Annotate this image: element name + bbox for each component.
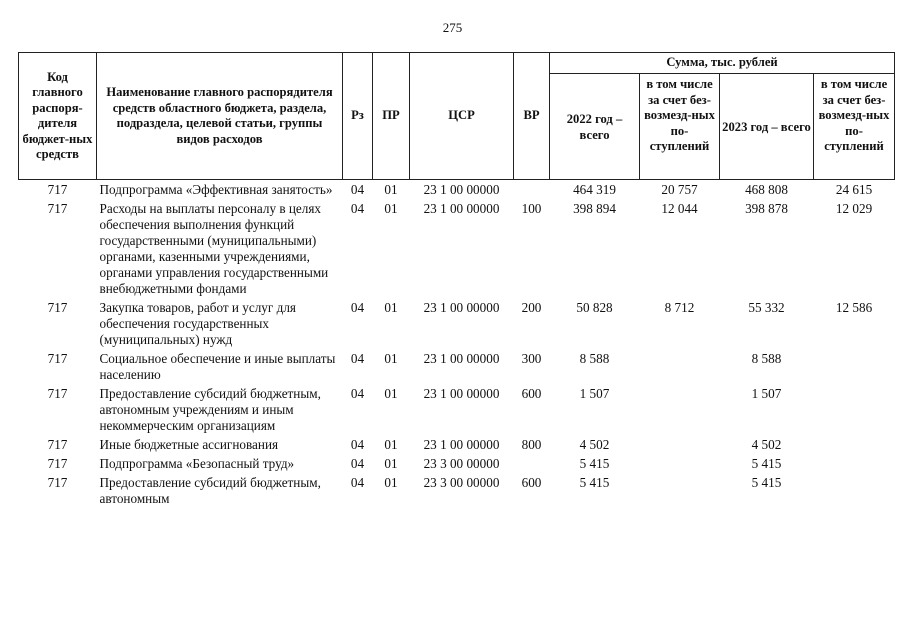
cell-rz: 04 xyxy=(350,456,365,471)
cell-2022-gratuitous xyxy=(640,436,720,455)
cell-vr: 600 xyxy=(521,475,542,490)
cell-rz: 04 xyxy=(350,201,365,216)
cell-csr: 23 1 00 00000 xyxy=(423,351,500,366)
header-sum: Сумма, тыс. рублей xyxy=(550,53,895,74)
cell-2022-total: 5 415 xyxy=(579,456,610,471)
cell-2023-total: 5 415 xyxy=(751,475,782,490)
cell-2023-total: 8 588 xyxy=(751,351,782,366)
header-name: Наименование главного распорядителя средств областного бюджета, раздела, подраздела, целевой статьи, группы видов расходов xyxy=(97,53,343,180)
cell-code: 717 xyxy=(47,182,68,197)
cell-rz: 04 xyxy=(350,300,365,315)
header-code: Код главного распоря-дителя бюджет-ных средств xyxy=(19,53,97,180)
cell-rz: 04 xyxy=(350,351,365,366)
header-pr: ПР xyxy=(373,53,410,180)
header-csr: ЦСР xyxy=(410,53,514,180)
cell-2022-gratuitous xyxy=(640,385,720,436)
table-row xyxy=(19,385,895,436)
cell-vr: 800 xyxy=(521,437,542,452)
table-body xyxy=(19,180,895,510)
cell-name: Социальное обеспечение и иные выплаты населению xyxy=(99,351,336,382)
table-row xyxy=(19,474,895,509)
cell-code: 717 xyxy=(47,201,68,216)
cell-vr xyxy=(514,180,550,201)
cell-2023-gratuitous xyxy=(814,385,895,436)
header-2023-gratuitous: в том числе за счет без-возмезд-ных по-ступлений xyxy=(814,74,895,180)
cell-csr: 23 1 00 00000 xyxy=(423,300,500,315)
cell-2022-gratuitous: 20 757 xyxy=(661,182,698,197)
cell-2022-total: 5 415 xyxy=(579,475,610,490)
cell-code: 717 xyxy=(47,300,68,315)
header-vr: ВР xyxy=(514,53,550,180)
table-row xyxy=(19,455,895,474)
cell-name: Расходы на выплаты персоналу в целях обеспечения выполнения функций государственными (муниципальными) органами, казенными учреждениями, органами управления государственными внебюджетными фондами xyxy=(99,201,329,296)
cell-2022-total: 398 894 xyxy=(573,201,616,216)
cell-code: 717 xyxy=(47,386,68,401)
cell-name: Предоставление субсидий бюджетным, автономным учреждениям и иным некоммерческим организациям xyxy=(99,386,321,433)
cell-pr: 01 xyxy=(384,351,398,366)
cell-pr: 01 xyxy=(384,437,398,452)
cell-2022-gratuitous xyxy=(640,350,720,385)
cell-vr: 600 xyxy=(521,386,542,401)
cell-2022-gratuitous: 8 712 xyxy=(664,300,695,315)
cell-name: Иные бюджетные ассигнования xyxy=(99,437,279,452)
cell-code: 717 xyxy=(47,437,68,452)
cell-vr: 100 xyxy=(521,201,542,216)
cell-2023-gratuitous xyxy=(814,350,895,385)
cell-code: 717 xyxy=(47,456,68,471)
cell-2022-total: 8 588 xyxy=(579,351,610,366)
cell-2023-total: 55 332 xyxy=(748,300,785,315)
table-row xyxy=(19,200,895,299)
table-header xyxy=(19,53,895,180)
cell-2023-gratuitous: 12 029 xyxy=(835,201,873,216)
table-row xyxy=(19,180,895,201)
cell-csr: 23 1 00 00000 xyxy=(423,201,500,216)
cell-pr: 01 xyxy=(384,386,398,401)
cell-vr: 200 xyxy=(521,300,542,315)
cell-pr: 01 xyxy=(384,456,398,471)
cell-pr: 01 xyxy=(384,475,398,490)
header-2022-gratuitous: в том числе за счет без-возмезд-ных по-ступлений xyxy=(640,74,720,180)
cell-2023-gratuitous xyxy=(814,436,895,455)
cell-csr: 23 3 00 00000 xyxy=(423,456,500,471)
cell-2022-total: 4 502 xyxy=(579,437,610,452)
header-2022-total: 2022 год – всего xyxy=(550,74,640,180)
cell-2023-gratuitous: 12 586 xyxy=(835,300,873,315)
cell-2022-total: 464 319 xyxy=(573,182,616,197)
cell-code: 717 xyxy=(47,351,68,366)
cell-2023-total: 398 878 xyxy=(745,201,788,216)
cell-csr: 23 1 00 00000 xyxy=(423,437,500,452)
header-rz: Рз xyxy=(343,53,373,180)
cell-vr: 300 xyxy=(521,351,542,366)
table-row xyxy=(19,436,895,455)
cell-rz: 04 xyxy=(350,182,365,197)
cell-2023-gratuitous xyxy=(814,474,895,509)
cell-2023-total: 1 507 xyxy=(751,386,782,401)
cell-name: Закупка товаров, работ и услуг для обеспечения государственных (муниципальных) нужд xyxy=(99,300,296,347)
cell-2022-gratuitous xyxy=(640,474,720,509)
cell-name: Подпрограмма «Эффективная занятость» xyxy=(99,182,333,197)
cell-2022-total: 1 507 xyxy=(579,386,610,401)
cell-2023-total: 5 415 xyxy=(751,456,782,471)
cell-vr xyxy=(514,455,550,474)
cell-code: 717 xyxy=(47,475,68,490)
cell-pr: 01 xyxy=(384,300,398,315)
budget-table xyxy=(18,52,895,509)
cell-pr: 01 xyxy=(384,182,398,197)
cell-rz: 04 xyxy=(350,386,365,401)
table-row xyxy=(19,299,895,350)
cell-rz: 04 xyxy=(350,475,365,490)
cell-name: Подпрограмма «Безопасный труд» xyxy=(99,456,295,471)
header-2023-total: 2023 год – всего xyxy=(720,74,814,180)
cell-2023-total: 4 502 xyxy=(751,437,782,452)
page-number: 275 xyxy=(442,20,463,35)
cell-2022-total: 50 828 xyxy=(576,300,613,315)
cell-name: Предоставление субсидий бюджетным, автономным xyxy=(99,475,321,506)
cell-2023-total: 468 808 xyxy=(745,182,788,197)
cell-2023-gratuitous: 24 615 xyxy=(835,182,873,197)
table-row xyxy=(19,350,895,385)
cell-2023-gratuitous xyxy=(814,455,895,474)
cell-csr: 23 1 00 00000 xyxy=(423,386,500,401)
cell-csr: 23 3 00 00000 xyxy=(423,475,500,490)
cell-rz: 04 xyxy=(350,437,365,452)
cell-2022-gratuitous xyxy=(640,455,720,474)
cell-pr: 01 xyxy=(384,201,398,216)
cell-2022-gratuitous: 12 044 xyxy=(661,201,698,216)
cell-csr: 23 1 00 00000 xyxy=(423,182,500,197)
